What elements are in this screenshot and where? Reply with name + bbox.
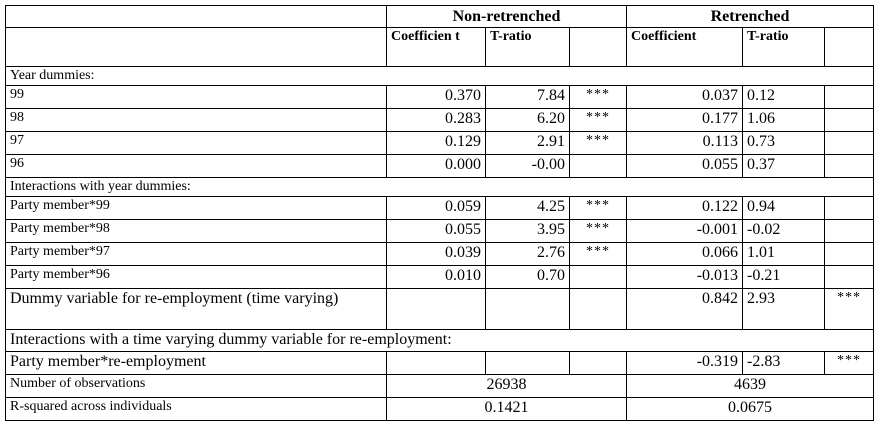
non-coef-cell	[387, 289, 486, 330]
table-row	[6, 86, 874, 109]
non-sig-header	[570, 28, 627, 67]
row-label: Party member*97	[6, 243, 387, 266]
ret-coef-cell: 0.113	[627, 132, 743, 155]
non-t-cell: 7.84	[486, 86, 570, 109]
ret-t-cell: 0.94	[743, 197, 825, 220]
section-interactions: Interactions with year dummies:	[6, 178, 874, 197]
row-label: 99	[6, 86, 387, 109]
ret-t-cell: 2.93	[743, 289, 825, 330]
non-sig-cell: ***	[570, 132, 627, 155]
ret-coef-cell: 0.066	[627, 243, 743, 266]
table-row	[6, 398, 874, 421]
section-row	[6, 330, 874, 352]
ret-coef-cell: 0.842	[627, 289, 743, 330]
group-header-row	[6, 6, 874, 28]
non-t-cell: 6.20	[486, 109, 570, 132]
ret-t-cell: -0.21	[743, 266, 825, 289]
corner-cell	[6, 6, 387, 28]
non-coef-cell: 0.283	[387, 109, 486, 132]
ret-sig-cell: ***	[825, 289, 874, 330]
row-label: Party member*99	[6, 197, 387, 220]
ret-sig-cell	[825, 220, 874, 243]
section-row	[6, 67, 874, 86]
ret-rsquared-cell: 0.0675	[627, 398, 874, 421]
non-observations-cell: 26938	[387, 375, 627, 398]
ret-coef-cell: 0.055	[627, 155, 743, 178]
ret-sig-cell	[825, 155, 874, 178]
non-t-cell: 4.25	[486, 197, 570, 220]
table-row	[6, 266, 874, 289]
ret-coef-cell: 0.122	[627, 197, 743, 220]
ret-sig-cell	[825, 243, 874, 266]
regression-table	[5, 5, 874, 421]
non-t-cell	[486, 352, 570, 375]
group-header-retrenched: Retrenched	[627, 6, 874, 28]
label-header-cell	[6, 28, 387, 67]
section-year-dummies: Year dummies:	[6, 67, 874, 86]
non-coef-cell: 0.059	[387, 197, 486, 220]
non-sig-cell: ***	[570, 220, 627, 243]
row-label: Party member*96	[6, 266, 387, 289]
row-label: Number of observations	[6, 375, 387, 398]
ret-coef-header: Coefficient	[627, 28, 743, 67]
table-row	[6, 132, 874, 155]
table-row	[6, 352, 874, 375]
row-label: R-squared across individuals	[6, 398, 387, 421]
non-sig-cell: ***	[570, 109, 627, 132]
group-header-non-retrenched: Non-retrenched	[387, 6, 627, 28]
non-sig-cell	[570, 155, 627, 178]
table-row	[6, 155, 874, 178]
table-row	[6, 197, 874, 220]
non-t-cell: 2.91	[486, 132, 570, 155]
ret-sig-cell	[825, 266, 874, 289]
non-coef-cell: 0.370	[387, 86, 486, 109]
non-sig-cell: ***	[570, 243, 627, 266]
ret-t-cell: 0.73	[743, 132, 825, 155]
table-row	[6, 109, 874, 132]
row-label: Party member*re-employment	[6, 352, 387, 375]
ret-t-cell: 0.12	[743, 86, 825, 109]
ret-t-cell: -2.83	[743, 352, 825, 375]
ret-coef-cell: -0.013	[627, 266, 743, 289]
non-sig-cell	[570, 289, 627, 330]
ret-t-cell: 1.01	[743, 243, 825, 266]
non-coef-cell: 0.039	[387, 243, 486, 266]
non-t-cell: 0.70	[486, 266, 570, 289]
ret-coef-cell: 0.177	[627, 109, 743, 132]
row-label: Party member*98	[6, 220, 387, 243]
ret-coef-cell: -0.001	[627, 220, 743, 243]
row-label: 98	[6, 109, 387, 132]
non-sig-cell	[570, 352, 627, 375]
non-sig-cell	[570, 266, 627, 289]
non-coef-cell: 0.010	[387, 266, 486, 289]
non-coef-cell: 0.129	[387, 132, 486, 155]
ret-sig-cell	[825, 197, 874, 220]
non-coef-cell: 0.000	[387, 155, 486, 178]
ret-t-cell: 0.37	[743, 155, 825, 178]
row-label: Dummy variable for re-employment (time varying)	[6, 289, 387, 330]
table-row	[6, 289, 874, 330]
ret-sig-cell	[825, 86, 874, 109]
row-label: 97	[6, 132, 387, 155]
ret-observations-cell: 4639	[627, 375, 874, 398]
column-header-row	[6, 28, 874, 67]
ret-t-header: T-ratio	[743, 28, 825, 67]
non-t-cell: -0.00	[486, 155, 570, 178]
non-coef-cell	[387, 352, 486, 375]
ret-coef-cell: 0.037	[627, 86, 743, 109]
section-reemployment-interactions: Interactions with a time varying dummy variable for re-employment:	[6, 330, 874, 352]
non-coef-cell: 0.055	[387, 220, 486, 243]
ret-sig-header	[825, 28, 874, 67]
non-rsquared-cell: 0.1421	[387, 398, 627, 421]
ret-sig-cell	[825, 132, 874, 155]
non-t-header: T-ratio	[486, 28, 570, 67]
ret-coef-cell: -0.319	[627, 352, 743, 375]
row-label: 96	[6, 155, 387, 178]
ret-sig-cell: ***	[825, 352, 874, 375]
non-t-cell	[486, 289, 570, 330]
section-row	[6, 178, 874, 197]
non-coef-header: Coefficien t	[387, 28, 486, 67]
non-sig-cell: ***	[570, 86, 627, 109]
ret-t-cell: 1.06	[743, 109, 825, 132]
table-row	[6, 243, 874, 266]
table-row	[6, 375, 874, 398]
ret-sig-cell	[825, 109, 874, 132]
non-t-cell: 2.76	[486, 243, 570, 266]
table-row	[6, 220, 874, 243]
ret-t-cell: -0.02	[743, 220, 825, 243]
non-sig-cell: ***	[570, 197, 627, 220]
non-t-cell: 3.95	[486, 220, 570, 243]
